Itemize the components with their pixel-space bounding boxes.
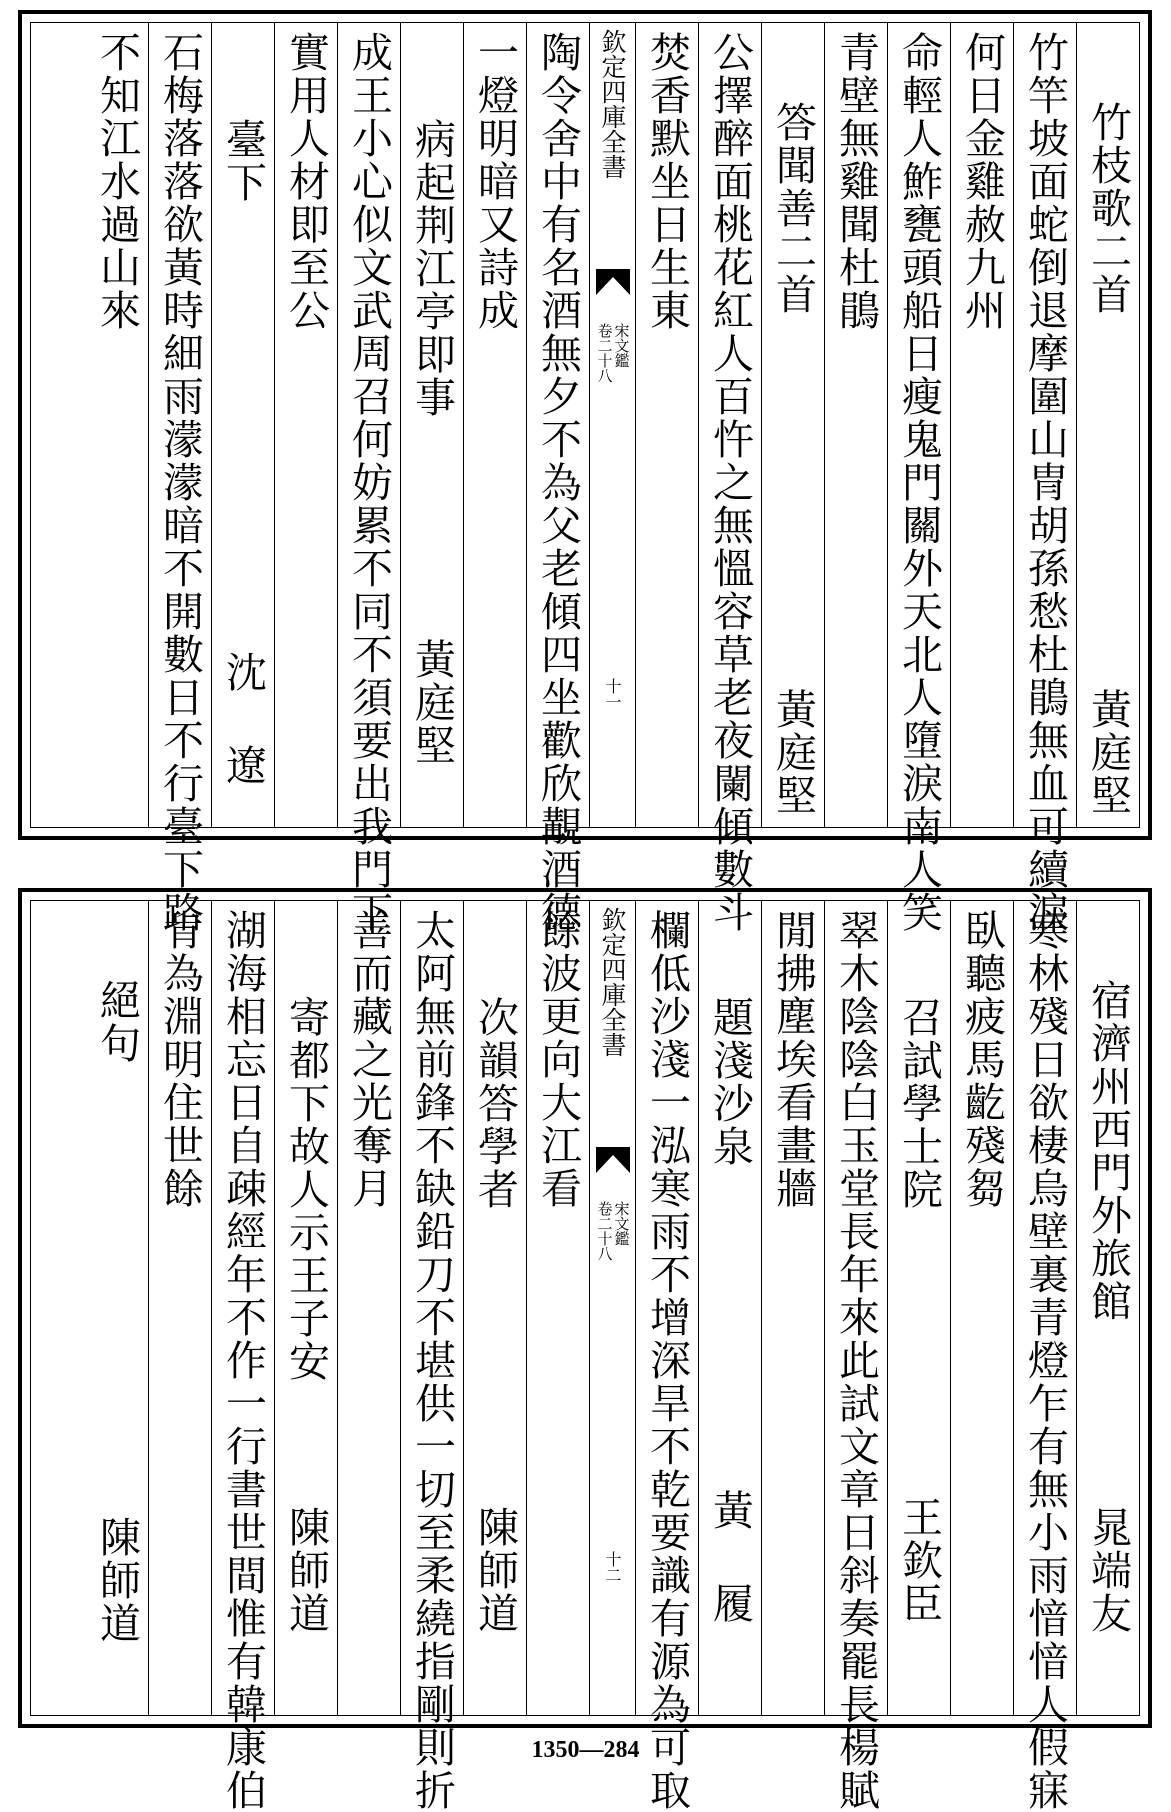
- text-line: 青壁無雞聞杜鵑: [832, 31, 880, 332]
- folio-number: 十二: [603, 1551, 622, 1583]
- poem-title-column: [463, 901, 526, 1715]
- text-line: 竹竿坡面蛇倒退摩圍山冑胡孫愁杜鵑無血可續淚: [1021, 31, 1069, 934]
- text-column: [1013, 23, 1076, 934]
- poem-title-column: [400, 23, 463, 827]
- text-line: 餘波更向大江看: [534, 909, 582, 1210]
- text-column: [400, 901, 463, 1812]
- text-column: [337, 901, 400, 1715]
- text-line: 公擇醉面桃花紅人百忤之無慍容草老夜闌傾數斗: [706, 31, 754, 934]
- top-page: [18, 10, 1152, 934]
- text-column: [337, 23, 400, 934]
- poem-title: 宿濟州西門外旅館: [1084, 979, 1132, 1323]
- text-column: [950, 23, 1013, 827]
- gutter-subtitle: [590, 1201, 635, 1261]
- page-number: 1350—284: [531, 1737, 640, 1763]
- center-gutter: [589, 23, 635, 827]
- text-column: [148, 23, 211, 934]
- fish-tail-mark-icon: [596, 1147, 630, 1173]
- poem-title: 題淺沙泉: [706, 996, 754, 1168]
- poem-title: 病起荆江亭即事: [408, 118, 456, 419]
- text-line: 寒林殘日欲棲烏壁裏青燈乍有無小雨愔愔人假寐: [1021, 909, 1069, 1812]
- text-column: [824, 901, 887, 1812]
- text-column: [761, 901, 824, 1715]
- text-line: 肯為淵明住世餘: [156, 909, 204, 1210]
- text-line: 臥聽疲馬齕殘芻: [958, 909, 1006, 1210]
- text-line: 不知江水過山來: [93, 31, 141, 332]
- text-line: 實用人材即至公: [282, 31, 330, 332]
- text-line: 陶令舍中有名酒無夕不為父老傾四坐歡欣覯酒德: [534, 31, 582, 934]
- text-column: [85, 23, 148, 827]
- text-column: [635, 901, 698, 1812]
- text-line: 何日金雞赦九州: [958, 31, 1006, 332]
- gutter-title: 欽定四庫全書: [598, 29, 627, 179]
- author-name: 沈 遼: [219, 651, 267, 787]
- text-column: [950, 901, 1013, 1715]
- poem-title: 臺下: [219, 118, 267, 204]
- gutter-subtitle: [590, 323, 635, 383]
- text-line: 成王小心似文武周召何妨累不同不須要出我門下: [345, 31, 393, 934]
- fish-tail-mark-icon: [596, 269, 630, 295]
- text-line: 一燈明暗又詩成: [471, 31, 519, 332]
- author-name: 黃庭堅: [1084, 688, 1132, 817]
- poem-title-column: [274, 901, 337, 1715]
- text-column: [274, 23, 337, 827]
- text-column: [824, 23, 887, 827]
- poem-title-column: [211, 23, 274, 827]
- text-line: 焚香默坐日生東: [643, 31, 691, 332]
- gutter-volume: 卷二十八: [595, 323, 614, 383]
- text-column: [148, 901, 211, 1715]
- author-name: 黃 履: [706, 1489, 754, 1625]
- poem-title-column: [698, 901, 761, 1715]
- text-line: 欄低沙淺一泓寒雨不增深旱不乾要識有源為可取: [643, 909, 691, 1812]
- text-column: [526, 23, 589, 934]
- text-line: 閒拂塵埃看畫牆: [769, 909, 817, 1210]
- text-column: [211, 901, 274, 1812]
- poem-title: 絕句: [93, 979, 141, 1065]
- center-gutter: [589, 901, 635, 1715]
- author-name: 黃庭堅: [769, 688, 817, 817]
- poem-title: 次韻答學者: [471, 996, 519, 1211]
- author-name: 黃庭堅: [408, 638, 456, 767]
- poem-title-column: [85, 901, 148, 1715]
- author-name: 陳師道: [282, 1506, 330, 1635]
- gutter-volume: 卷二十八: [595, 1201, 614, 1261]
- author-name: 陳師道: [93, 1516, 141, 1645]
- folio-number: 十一: [603, 678, 622, 710]
- text-line: 石梅落落欲黃時細雨濛濛暗不開數日不行臺下路: [156, 31, 204, 934]
- poem-title-column: [1076, 23, 1139, 827]
- poem-title: 寄都下故人示王子安: [282, 996, 330, 1383]
- text-line: 命輕人鮓甕頭船日瘦鬼門關外天北人墮淚南人笑: [895, 31, 943, 934]
- poem-title: 答聞善二首: [769, 101, 817, 316]
- poem-title-column: [761, 23, 824, 827]
- gutter-book-title: 宋文鑑: [612, 1201, 631, 1246]
- text-line: 翠木陰陰白玉堂長年來此試文章日斜奏罷長楊賦: [832, 909, 880, 1812]
- text-column: [463, 23, 526, 827]
- author-name: 晁端友: [1084, 1506, 1132, 1635]
- text-line: 湖海相忘日自疎經年不作一行書世間惟有韓康伯: [219, 909, 267, 1812]
- gutter-book-title: 宋文鑑: [612, 323, 631, 368]
- text-column: [887, 23, 950, 934]
- text-column: [635, 23, 698, 827]
- text-column: [1013, 901, 1076, 1812]
- poem-title-column: [887, 901, 950, 1715]
- text-column: [698, 23, 761, 934]
- poem-title: 召試學士院: [895, 996, 943, 1211]
- poem-title-column: [1076, 901, 1139, 1715]
- poem-title: 竹枝歌二首: [1084, 101, 1132, 316]
- text-line: 太阿無前鋒不缺鉛刀不堪供一切至柔繞指剛則折: [408, 909, 456, 1812]
- top-page-columns: [30, 22, 1140, 934]
- text-column: [526, 901, 589, 1715]
- author-name: 陳師道: [471, 1506, 519, 1635]
- author-name: 王欽臣: [895, 1496, 943, 1625]
- text-line: 善而藏之光奪月: [345, 909, 393, 1210]
- gutter-title: 欽定四庫全書: [598, 907, 627, 1057]
